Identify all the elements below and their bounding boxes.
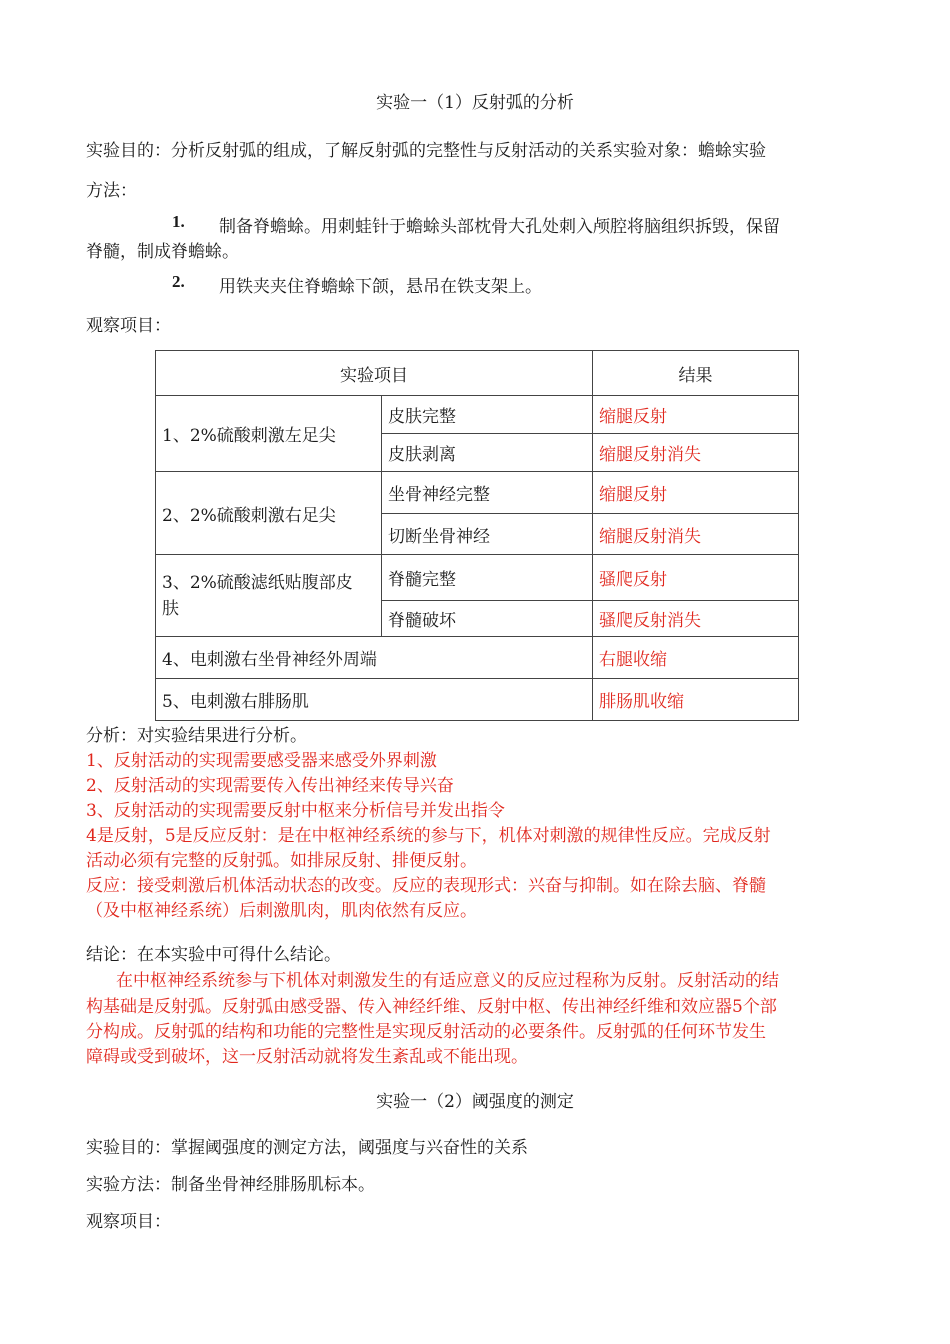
exp2-purpose: 实验目的：掌握阈强度的测定方法，阈强度与兴奋性的关系 — [86, 1138, 528, 1158]
result-cell: 骚爬反射消失 — [593, 601, 799, 637]
table-row — [156, 679, 799, 721]
purpose-line-2: 方法： — [86, 181, 137, 201]
table-row — [156, 555, 799, 601]
sub-item: 脊髓完整 — [382, 555, 593, 601]
result-cell: 缩腿反射消失 — [593, 514, 799, 555]
analysis-label: 分析：对实验结果进行分析。 — [86, 726, 307, 746]
purpose-line-1: 实验目的：分析反射弧的组成，了解反射弧的完整性与反射活动的关系实验对象：蟾蜍实验 — [86, 141, 766, 161]
header-result: 结果 — [593, 351, 799, 396]
sub-item: 坐骨神经完整 — [382, 472, 593, 514]
row-4-item: 4、电刺激右坐骨神经外周端 — [156, 637, 593, 679]
row-4-result: 右腿收缩 — [593, 637, 799, 679]
analysis-paragraph-2: 反应：接受刺激后机体活动状态的改变。反应的表现形式：兴奋与抑制。如在除去脑、脊髓 — [86, 876, 766, 896]
table-header-row — [156, 351, 799, 396]
conclusion-line: 障碍或受到破坏，这一反射活动就将发生紊乱或不能出现。 — [86, 1047, 528, 1067]
sub-item: 脊髓破坏 — [382, 601, 593, 637]
experiment-2-title: 实验一（2）阈强度的测定 — [376, 1092, 574, 1112]
analysis-paragraph-2-cont: （及中枢神经系统）后刺激肌肉，肌肉依然有反应。 — [86, 901, 477, 921]
analysis-paragraph-1: 4是反射，5是反应反射：是在中枢神经系统的参与下，机体对刺激的规律性反应。完成反射 — [86, 826, 771, 846]
sub-item: 切断坐骨神经 — [382, 514, 593, 555]
group-label: 1、2%硫酸刺激左足尖 — [156, 396, 382, 472]
exp2-observe-label: 观察项目： — [86, 1212, 171, 1232]
step-1-text: 制备脊蟾蜍。用刺蛙针于蟾蜍头部枕骨大孔处刺入颅腔将脑组织拆毁，保留 — [219, 217, 780, 237]
conclusion-label: 结论：在本实验中可得什么结论。 — [86, 945, 341, 965]
analysis-item: 1、反射活动的实现需要感受器来感受外界刺激 — [86, 751, 437, 771]
analysis-item: 2、反射活动的实现需要传入传出神经来传导兴奋 — [86, 776, 454, 796]
header-item: 实验项目 — [156, 351, 593, 396]
group-label: 3、2%硫酸滤纸贴腹部皮 肤 — [156, 555, 382, 637]
result-cell: 缩腿反射 — [593, 472, 799, 514]
analysis-item: 3、反射活动的实现需要反射中枢来分析信号并发出指令 — [86, 801, 505, 821]
step-1-text-cont: 脊髓，制成脊蟾蜍。 — [86, 242, 239, 262]
table-row — [156, 396, 799, 434]
step-2-text: 用铁夹夹住脊蟾蜍下颌，悬吊在铁支架上。 — [219, 277, 542, 297]
observe-label: 观察项目： — [86, 316, 171, 336]
result-cell: 缩腿反射消失 — [593, 434, 799, 472]
exp2-method: 实验方法：制备坐骨神经腓肠肌标本。 — [86, 1175, 375, 1195]
conclusion-line: 构基础是反射弧。反射弧由感受器、传入神经纤维、反射中枢、传出神经纤维和效应器5个部 — [86, 997, 777, 1017]
experiment-1-title: 实验一（1）反射弧的分析 — [376, 93, 574, 113]
row-5-result: 腓肠肌收缩 — [593, 679, 799, 721]
table-row — [156, 637, 799, 679]
sub-item: 皮肤完整 — [382, 396, 593, 434]
table-row — [156, 472, 799, 514]
sub-item: 皮肤剥离 — [382, 434, 593, 472]
group-label: 2、2%硫酸刺激右足尖 — [156, 472, 382, 555]
conclusion-line: 在中枢神经系统参与下机体对刺激发生的有适应意义的反应过程称为反射。反射活动的结 — [116, 971, 779, 991]
step-2-number: 2. — [172, 272, 185, 291]
step-1-number: 1. — [172, 212, 185, 231]
row-5-item: 5、电刺激右腓肠肌 — [156, 679, 593, 721]
conclusion-line: 分构成。反射弧的结构和功能的完整性是实现反射活动的必要条件。反射弧的任何环节发生 — [86, 1022, 766, 1042]
analysis-paragraph-1-cont: 活动必须有完整的反射弧。如排尿反射、排便反射。 — [86, 851, 477, 871]
observation-table — [155, 350, 799, 721]
result-cell: 缩腿反射 — [593, 396, 799, 434]
result-cell: 骚爬反射 — [593, 555, 799, 601]
